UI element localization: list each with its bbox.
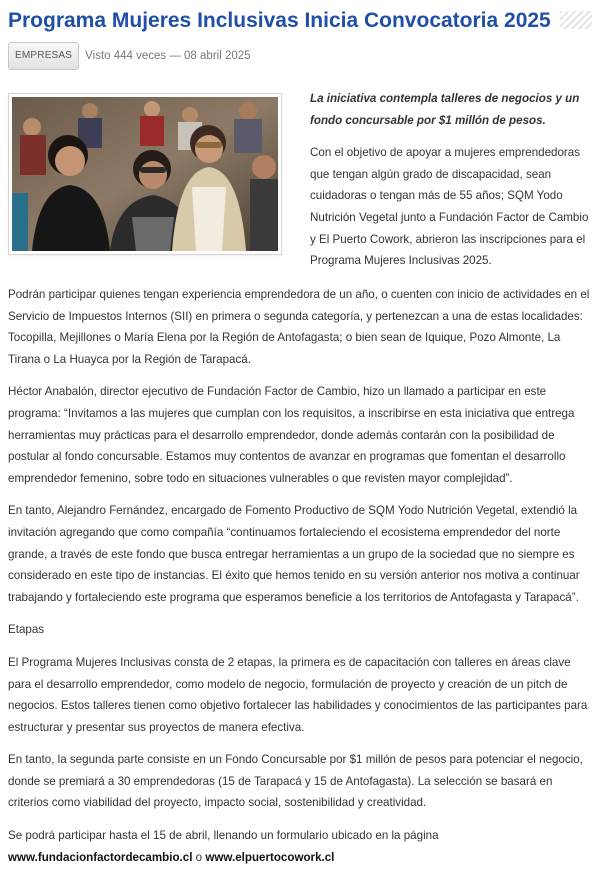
link-fundacion[interactable]: www.fundacionfactordecambio.cl — [8, 850, 193, 864]
title-row — [8, 0, 592, 40]
body-paragraph: El Programa Mujeres Inclusivas consta de 2 etapas, la primera es de capacitación con talleres en áreas clave para el desarrollo emprendedor, como modelo de negocio, formulación de proyecto y creación de un pitch de negocios. Estos talleres tienen como objetivo fortalecer las habilidades y conocimientos de las participantes para estructurar y presentar sus proyectos de manera efectiva. — [8, 655, 588, 734]
body-paragraph: Héctor Anabalón, director ejecutivo de Fundación Factor de Cambio, hizo un llamado a participar en este programa: “Invitamos a las mujeres que cumplan con los requisitos, a inscribirse en esta iniciativa que entrega herramientas muy prácticas para el desarrollo emprendedor, donde además contarán con la posibilidad de postular al fondo concursable. Estamos muy contentos de avanzar en programas que fomentan el desarrollo emprendedor femenino, sobre todo en situaciones vulnerables o que revisten mayor complejidad”. — [8, 385, 575, 485]
intro-column — [310, 88, 594, 283]
page-title[interactable]: Programa Mujeres Inclusivas Inicia Convocatoria 2025 — [8, 9, 551, 32]
closing-text: Se podrá participar hasta el 15 de abril, llenando un formulario ubicado en la página — [8, 829, 439, 843]
closing-paragraph — [8, 825, 592, 868]
body-paragraph: En tanto, Alejandro Fernández, encargado de Fomento Productivo de SQM Yodo Nutrición Vegetal, extendió la invitación agregando que como compañía “continuamos fortaleciendo el ecosistema emprendedor del norte grande, a través de este fondo que busca entregar herramientas a un grupo de la sociedad que no siempre es considerado en este tipo de instancias. El éxito que hemos tenido en su versión anterior nos motiva a continuar trabajando y fortaleciendo este programa que esperamos beneficie a los territorios de Antofagasta y Tarapacá”. — [8, 504, 580, 604]
section-heading-etapas: Etapas — [8, 623, 45, 637]
category-badge[interactable]: EMPRESAS — [8, 42, 79, 70]
link-puerto-cowork[interactable]: www.elpuertocowork.cl — [205, 850, 335, 864]
body-paragraph: Podrán participar quienes tengan experiencia emprendedora de un año, o cuenten con inicio de actividades en el Servicio de Impuestos Internos (SII) en primera o segunda categoría, y pertenezcan a una de estas localidades: Tocopilla, Mejillones o María Elena por la Región de Antofagasta; o bien sean de Iquique, Pozo Almonte, La Tirana o La Huayca por la Región de Tarapacá. — [8, 288, 590, 366]
article-meta — [8, 42, 251, 70]
article-body — [8, 284, 592, 875]
body-paragraph: En tanto, la segunda parte consiste en un Fondo Concursable por $1 millón de pesos para potenciar el negocio, donde se premiará a 30 emprendedoras (15 de Tarapacá y 15 de Antofagasta). La selección se basará en criterios como viabilidad del proyecto, impacto social, sostenibilidad y creatividad. — [8, 753, 583, 810]
article-photo — [8, 93, 282, 255]
women-group-photo — [12, 97, 278, 251]
intro-paragraph: Con el objetivo de apoyar a mujeres emprendedoras que tengan algún grado de discapacidad, sean cuidadoras o tengan más de 55 años; SQM Yodo Nutrición Vegetal junto a Fundación Factor de Cambio y El Puerto Cowork, abrieron las inscripciones para el Programa Mujeres Inclusivas 2025. — [310, 146, 589, 268]
link-separator: o — [192, 850, 206, 864]
article — [8, 0, 592, 864]
decorative-stripes — [560, 11, 592, 29]
views-and-date: Visto 444 veces — 08 abril 2025 — [85, 50, 251, 62]
article-lead: La iniciativa contempla talleres de negocios y un fondo concursable por $1 millón de pesos. — [310, 92, 580, 127]
